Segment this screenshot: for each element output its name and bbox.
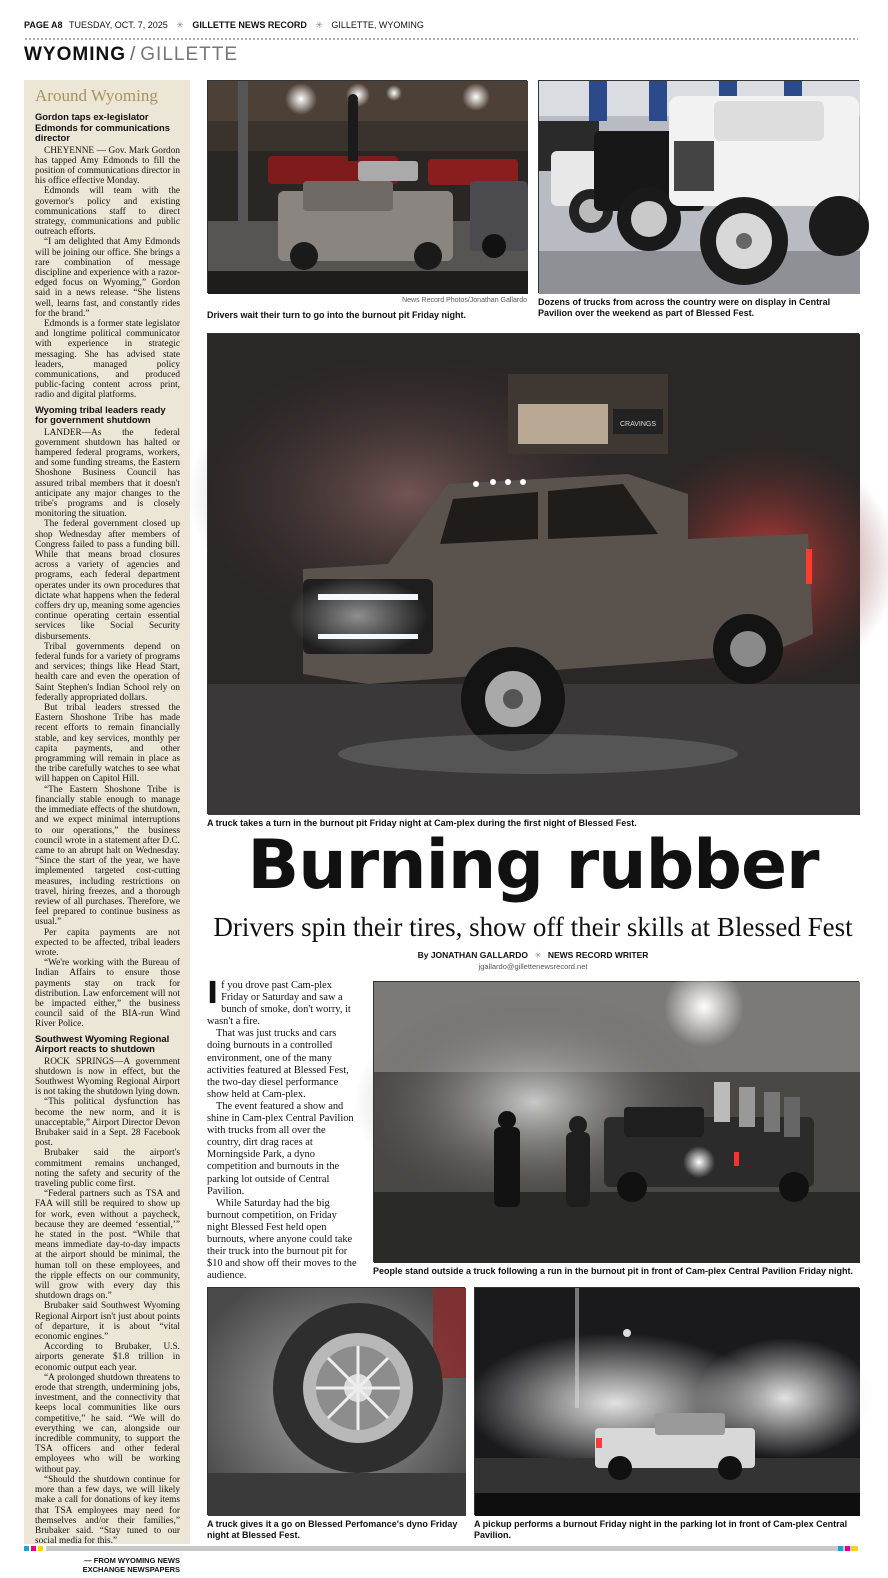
brief-paragraph: Per capita payments are not expected to be affected, tribal leaders wrote. (35, 927, 180, 958)
story-headline: Burning rubber (247, 826, 819, 905)
brief-paragraph: But tribal leaders stressed the Eastern Shoshone Tribe has made recent efforts to remain financially stable, and key services, monthly per capita payments, and other programming will remain in place as the tribe carefully watches to see what will happen on Capitol Hill. (35, 703, 180, 785)
author-email: jgallardo@gillettenewsrecord.net (478, 962, 588, 971)
story-deck: Drivers spin their tires, show off their skills at Blessed Fest (213, 912, 853, 942)
registration-mark (845, 1546, 850, 1551)
page-folio (24, 20, 864, 34)
section-header (24, 44, 238, 68)
story-paragraph (207, 976, 359, 1028)
brief-paragraph: The federal government closed up shop Wednesday after members of Congress failed to pass a funding bill. While that means broad closures across a variety of agencies and programs, each federal department operates under its own procedures that dictate what happens when the federal coffers dry up, meaning some agencies continue operating certain essential services like Social Security disbursements. (35, 519, 180, 642)
story-paragraph-text: f you drove past Cam-plex Friday or Saturday and saw a bunch of smoke, don't worry, it wasn't a fire. (207, 980, 351, 1028)
byline-author: JONATHAN GALLARDO (430, 950, 528, 960)
caption-people-truck: People stand outside a truck following a run in the burnout pit in front of Cam-plex Central Pavilion Friday night. (373, 1266, 854, 1276)
folio-rule (24, 37, 858, 41)
page-number: PAGE A8 (24, 20, 63, 30)
photo-people-truck (373, 981, 859, 1262)
photo-trucks-display (538, 80, 859, 293)
drop-cap: I (207, 976, 219, 1011)
folio-date: TUESDAY, OCT. 7, 2025 (69, 20, 168, 30)
story-paragraph: That was just trucks and cars doing burnouts in a controlled environment, one of the many activities featured at Blessed Fest, the two-day diesel performance show held at Cam-plex. (207, 1028, 349, 1100)
brief-paragraph: Edmonds is a former state legislator and longtime political communicator with experience in strategic messaging. She has advised state leaders, managed policy communications, and produced public-facing content across print, radio and digital platforms. (35, 318, 180, 401)
brief-paragraph: “This political dysfunction has become the new norm, and it is unacceptable,” Airport Director Devon Brubaker said in a Sept. 28 Facebook post. (35, 1097, 180, 1149)
brief-paragraph: LANDER—As the federal government shutdown has halted or hampered federal programs, workers, and some funding streams, the Eastern Shoshone Business Council has assured tribal members that it doesn't anticipate any major changes to the tribe's programs and is closely monitoring the situation. (35, 427, 180, 520)
brief-paragraph: ROCK SPRINGS—A government shutdown is now in effect, but the Southwest Wyoming Regional Airport is not taking the shutdown lying down. (35, 1056, 180, 1098)
registration-mark (838, 1546, 843, 1551)
brief-paragraph: CHEYENNE — Gov. Mark Gordon has tapped Amy Edmonds to fill the position of communications director in his office effective Monday. (35, 145, 180, 187)
registration-mark (38, 1546, 43, 1551)
brief-paragraph: “I am delighted that Amy Edmonds will be joining our office. She brings a rare combination of message discipline and experience with a razor-edged focus on Wyoming,” Gordon said in a news release. “She listens well, learns fast, and constantly rides for the brand.” (35, 237, 180, 319)
cravings-sign: CRAVINGS (619, 421, 657, 428)
story-paragraph: While Saturday had the big burnout competition, on Friday night Blessed Fest held open burnouts, where anyone could take their truck into the burnout pit for $10 and show off their moves to the audience. (207, 1197, 357, 1282)
photo-drivers-waiting (207, 80, 527, 293)
footer-rule (46, 1546, 858, 1551)
photo-dyno (207, 1287, 465, 1515)
brief-headline: Gordon taps ex-legislator Edmonds for communications director (35, 111, 170, 143)
brief-paragraph: Tribal governments depend on federal funds for a variety of programs and services; things like Head Start, health care and even the operation of Saint Stephen's Indian School rely on federally appropriated dollars. (35, 641, 180, 703)
story-byline (207, 950, 859, 961)
section-subname: GILLETTE (140, 44, 239, 65)
brief-headline: Southwest Wyoming Regional Airport reacts to shutdown (35, 1032, 170, 1055)
section-name: WYOMING (24, 44, 126, 65)
byline-role: NEWS RECORD WRITER (547, 950, 649, 960)
photo-pickup-burnout (474, 1287, 859, 1515)
folio-separator: ✳ (315, 20, 323, 30)
photo-pickup-burnout-image (475, 1288, 860, 1516)
brief-paragraph: “We're working with the Bureau of Indian Affairs to ensure those payments stay on track for distribution. Law enforcement will not be impacted either,” the business council said of the BIA-run Wind River Police. (35, 958, 180, 1030)
story-paragraph: The event featured a show and shine in Cam-plex Central Pavilion with trucks from all over the country, dirt drag races at Morningside Park, a dyno competition and burnouts in the parking lot outside of Central Pavilion. (207, 1100, 354, 1197)
caption-dyno: A truck gives it a go on Blessed Perfomance's dyno Friday night at Blessed Fest. (207, 1519, 458, 1540)
sidebar-title: Around Wyoming (35, 86, 158, 105)
photo-drivers-waiting-image (208, 81, 528, 294)
registration-mark (852, 1546, 857, 1551)
brief-paragraph: Edmonds will team with the governor's policy and existing communications staff to direct strategy, communications and public outreach efforts. (35, 186, 180, 238)
caption-drivers-waiting: Drivers wait their turn to go into the burnout pit Friday night. (207, 310, 466, 320)
photo-main-burnout (207, 333, 859, 814)
brief-paragraph: Brubaker said the airport's commitment remains unchanged, noting the safety and security of the traveling public come first. (35, 1148, 180, 1189)
photo-main-burnout-image (208, 334, 860, 815)
caption-main-burnout: A truck takes a turn in the burnout pit Friday night at Cam-plex during the first night of Blessed Fest. (207, 818, 637, 828)
section-divider: / (130, 44, 137, 65)
byline-separator: ✳ (534, 950, 542, 960)
brief-paragraph: “The Eastern Shoshone Tribe is financially stable enough to manage the immediate effects of the shutdown, and we expect minimal interruptions to our operations,” the business council wrote in a statement after D.C. came to an abrupt halt on Wednesday. “Since the start of the year, we have implemented targeted cost-cutting measures, including restrictions on travel, hiring freezes, and a thorough review of all purchases. Therefore, we feel prepared to continue business as usual.” (35, 784, 180, 928)
brief-paragraph: According to Brubaker, U.S. airports generate $1.8 trillion in economic output each year. (35, 1342, 180, 1373)
registration-mark (31, 1546, 36, 1551)
sidebar-credit (35, 1556, 180, 1574)
brief-paragraph: “Federal partners such as TSA and FAA will still be required to show up for work, even without a paycheck, because they are deemed ‘essential,’” he stated in the post. “While that means immediate day-to-day impacts at the airport should be minimal, the human toll on these employees, and the ripple effects on our community, will grow with every day this shutdown drags on.” (35, 1189, 180, 1302)
caption-pickup-burnout: A pickup performs a burnout Friday night in the parking lot in front of Cam-plex Central Pavilion. (474, 1519, 848, 1540)
sidebar-briefs (35, 112, 180, 1546)
folio-paper-name: GILLETTE NEWS RECORD (192, 20, 307, 30)
caption-trucks-display: Dozens of trucks from across the country were on display in Central Pavilion over the weekend as part of Blessed Fest. (538, 297, 831, 318)
sidebar-credit-line: — FROM WYOMING NEWS (84, 1556, 180, 1566)
byline-prefix: By (417, 950, 429, 960)
story-paragraphs (207, 1028, 359, 1282)
photo-people-truck-image (374, 982, 860, 1263)
folio-separator: ✳ (176, 20, 184, 30)
sidebar-credit-line: EXCHANGE NEWSPAPERS (82, 1565, 180, 1575)
folio-location: GILLETTE, WYOMING (331, 20, 424, 30)
photo-trucks-display-image (539, 81, 860, 294)
brief-paragraph: “A prolonged shutdown threatens to erode that strength, undermining jobs, investment, and the connectivity that keeps local communities like ours competitive,” he said. “We will do everything we can, alongside our incredible community, to support the TSA officers and other federal employees who will be working without pay. (35, 1372, 180, 1475)
photo-dyno-image (208, 1288, 466, 1516)
brief-paragraph: “Should the shutdown continue for more than a few days, we will likely make a call for donations of key items that TSA employees may need for themselves and/or their families,” Brubaker said. “Stay tuned to our social media for this.” (35, 1474, 180, 1547)
photo-credit: News Record Photos/Jonathan Gallardo (402, 297, 527, 304)
brief-paragraph: Brubaker said Southwest Wyoming Regional Airport isn't just about points of departure, it is about “vital economic engines.” (35, 1301, 180, 1343)
registration-mark (24, 1546, 29, 1551)
around-wyoming-sidebar (24, 80, 190, 1575)
brief-headline: Wyoming tribal leaders ready for government shutdown (35, 403, 166, 426)
story-body (207, 976, 359, 1282)
